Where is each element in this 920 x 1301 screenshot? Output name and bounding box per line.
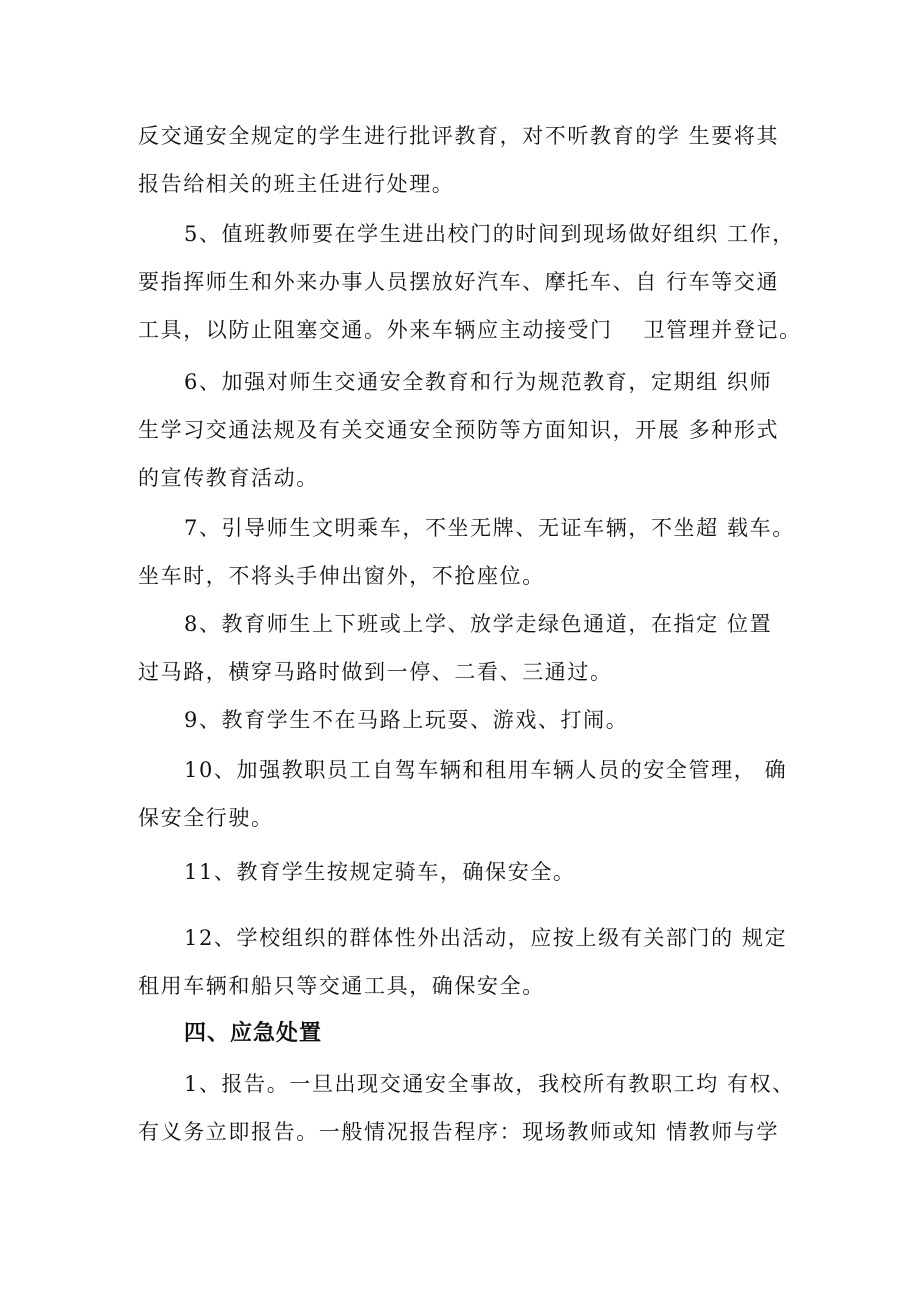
text-line: 反交通安全规定的学生进行批评教育，对不听教育的学 生要将其 — [138, 124, 780, 148]
text-line: 有义务立即报告。一般情况报告程序：现场教师或知 情教师与学 — [138, 1120, 780, 1144]
text-line: 要指挥师生和外来办事人员摆放好汽车、摩托车、自 行车等交通 — [138, 270, 780, 294]
text-line: 9、教育学生不在马路上玩耍、游戏、打闹。 — [184, 708, 629, 732]
text-line: 坐车时，不将头手伸出窗外，不抢座位。 — [138, 564, 545, 588]
paragraph-item-5 — [138, 210, 802, 354]
paragraph-emergency-1 — [138, 1060, 798, 1156]
text-line: 保安全行驶。 — [138, 806, 274, 830]
text-line: 10、加强教职员工自驾车辆和租用车辆人员的安全管理， 确 — [184, 758, 788, 782]
paragraph-item-11 — [138, 848, 798, 896]
paragraph-continuation — [138, 112, 798, 208]
text-line: 生学习交通法规及有关交通安全预防等方面知识，开展 多种形式 — [138, 418, 780, 442]
text-line: 11、教育学生按规定骑车，确保安全。 — [184, 860, 576, 884]
paragraph-item-6 — [138, 358, 798, 502]
text-line: 5、值班教师要在学生进出校门的时间到现场做好组织 工作， — [184, 222, 795, 246]
text-line: 8、教育师生上下班或上学、放学走绿色通道，在指定 位置 — [184, 612, 773, 636]
text-line: 报告给相关的班主任进行处理。 — [138, 172, 455, 196]
text-line: 7、引导师生文明乘车，不坐无牌、无证车辆，不坐超 载车。 — [184, 516, 795, 540]
text-line: 12、学校组织的群体性外出活动，应按上级有关部门的 规定 — [184, 926, 788, 950]
text-line: 1、报告。一旦出现交通安全事故，我校所有教职工均 有权、 — [184, 1072, 795, 1096]
paragraph-item-12 — [138, 914, 798, 1010]
paragraph-item-10 — [138, 746, 798, 842]
text-line: 的宣传教育活动。 — [138, 466, 319, 490]
text-line: 工具，以防止阻塞交通。外来车辆应主动接受门 卫管理并登记。 — [138, 318, 802, 342]
paragraph-item-7 — [138, 504, 798, 600]
text-line: 租用车辆和船只等交通工具，确保安全。 — [138, 974, 545, 998]
section-heading: 四、应急处置 — [184, 1021, 323, 1046]
paragraph-item-8 — [138, 600, 798, 696]
paragraph-item-9 — [138, 696, 798, 744]
text-line: 过马路，横穿马路时做到一停、二看、三通过。 — [138, 660, 613, 684]
text-line: 6、加强对师生交通安全教育和行为规范教育，定期组 织师 — [184, 370, 773, 394]
